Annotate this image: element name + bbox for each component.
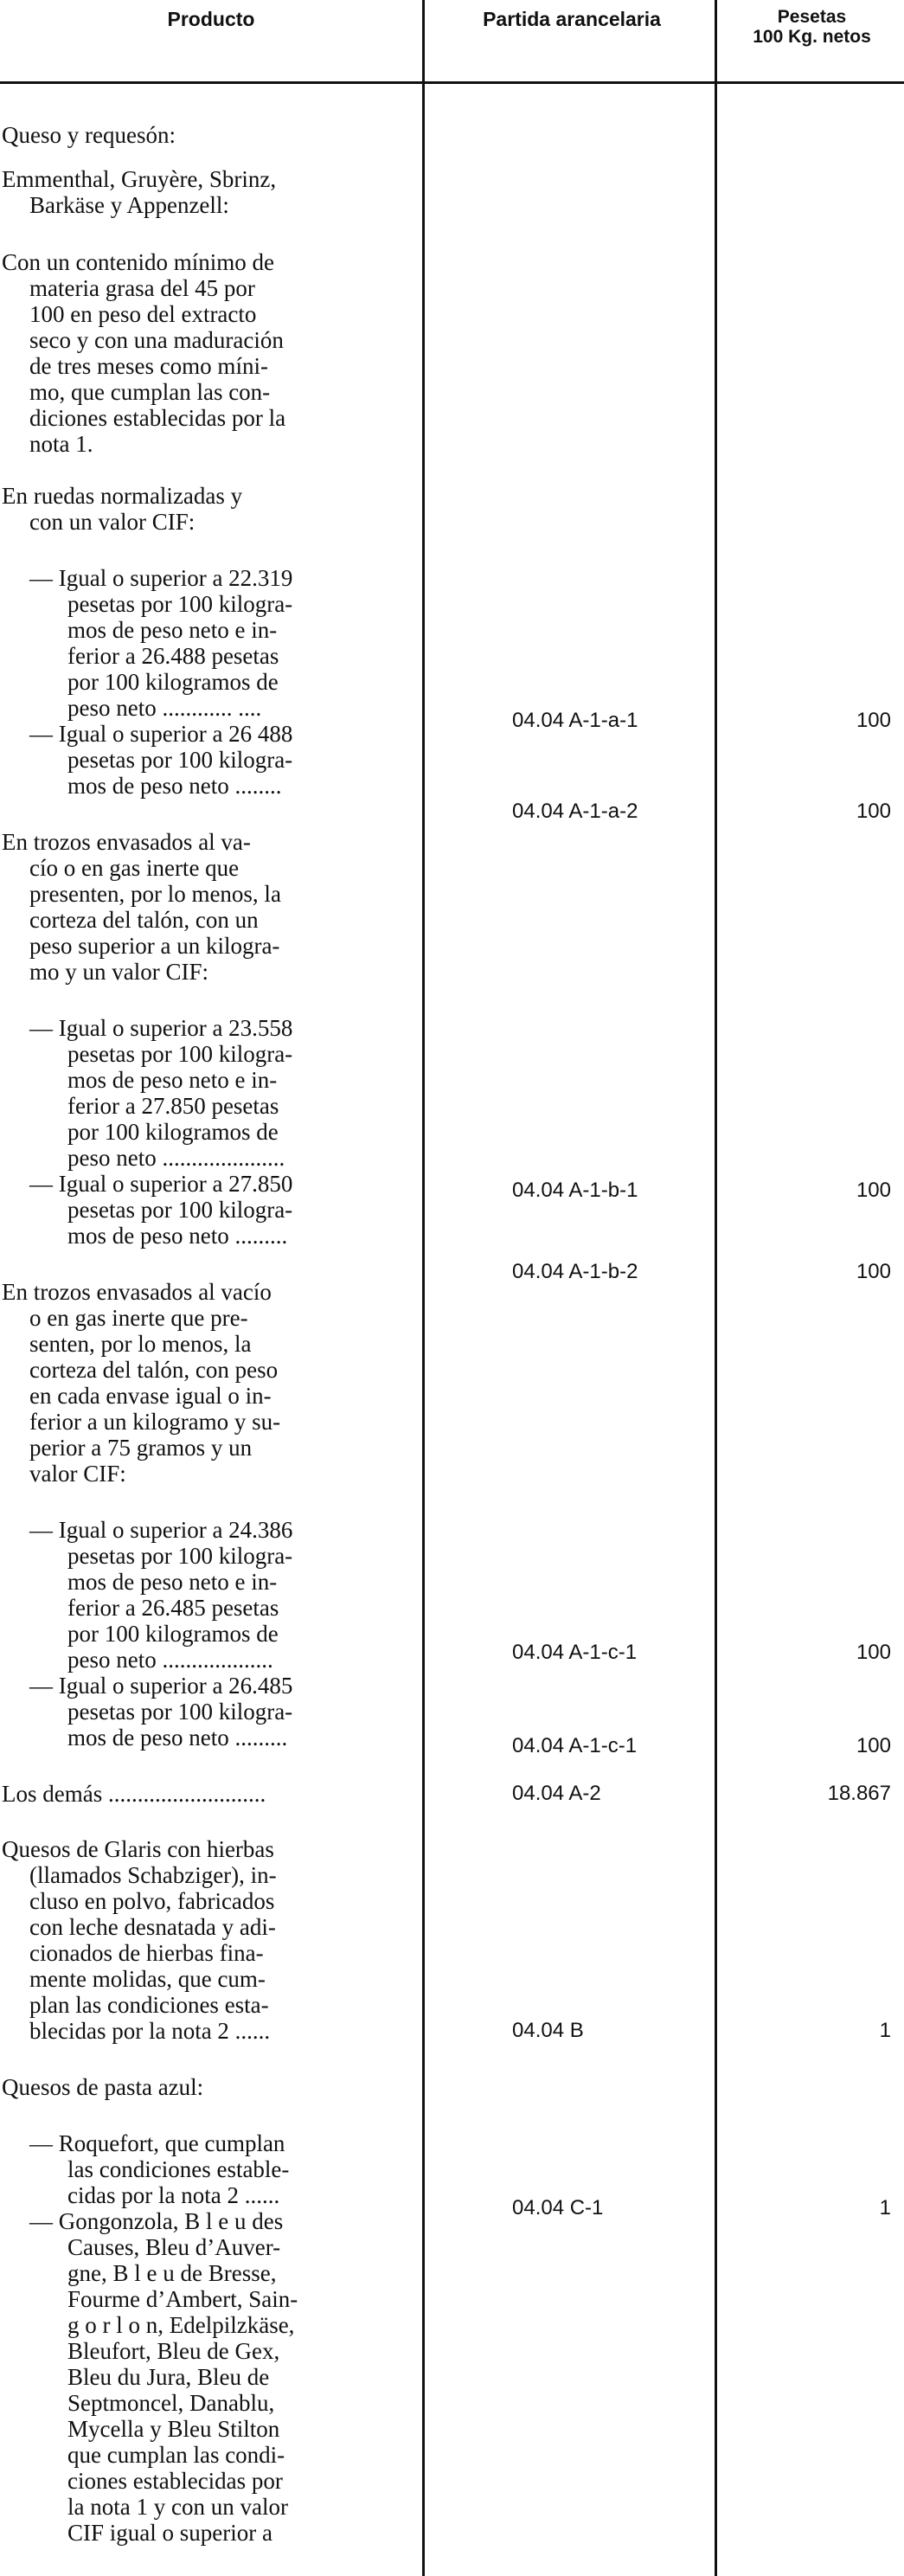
duty-value: 100	[856, 1260, 891, 1283]
product-line: — Igual o superior a 26 488	[29, 721, 293, 747]
product-line: mos de peso neto e in-	[67, 1569, 278, 1595]
tariff-code: 04.04 A-1-a-1	[512, 709, 638, 732]
tariff-code: 04.04 A-1-b-2	[512, 1260, 638, 1283]
product-line: pesetas por 100 kilogra-	[67, 1041, 293, 1067]
product-line: cluso en polvo, fabricados	[29, 1888, 275, 1914]
product-line: cionados de hierbas fina-	[29, 1940, 264, 1966]
header-pesetas-line1: Pesetas	[777, 7, 847, 27]
product-line: Bleu du Jura, Bleu de	[67, 2364, 270, 2390]
product-line: diciones establecidas por la	[29, 405, 286, 431]
product-line: En trozos envasados al va-	[2, 829, 251, 855]
product-line: por 100 kilogramos de	[67, 1621, 279, 1647]
product-line: En ruedas normalizadas y	[2, 483, 243, 509]
product-line: o en gas inerte que pre-	[29, 1305, 248, 1331]
product-line: peso neto .....................	[67, 1145, 285, 1171]
tariff-code: 04.04 A-1-a-2	[512, 800, 638, 823]
product-line: corteza del talón, con un	[29, 907, 259, 933]
product-line: pesetas por 100 kilogra-	[67, 1543, 293, 1569]
tariff-code: 04.04 C-1	[512, 2196, 604, 2219]
product-line: nota 1.	[29, 431, 93, 457]
product-line: mos de peso neto e in-	[67, 1067, 278, 1093]
product-line: CIF igual o superior a	[67, 2520, 272, 2546]
column-divider-2	[715, 0, 717, 2576]
product-line: — Igual o superior a 27.850	[29, 1171, 293, 1197]
product-line: mos de peso neto .........	[67, 1223, 288, 1249]
product-line: por 100 kilogramos de	[67, 1119, 279, 1145]
product-line: (llamados Schabziger), in-	[29, 1862, 277, 1888]
product-line: 100 en peso del extracto	[29, 301, 257, 327]
header-producto: Producto	[167, 8, 255, 30]
product-line: peso neto ...................	[67, 1647, 273, 1673]
product-line: mo, que cumplan las con-	[29, 379, 271, 405]
header-pesetas	[720, 7, 904, 47]
product-line: mo y un valor CIF:	[29, 959, 208, 985]
product-line: por 100 kilogramos de	[67, 669, 279, 695]
product-line: Los demás ...........................	[2, 1781, 266, 1807]
product-line: Emmenthal, Gruyère, Sbrinz,	[2, 166, 277, 192]
product-line: Quesos de Glaris con hierbas	[2, 1836, 274, 1862]
product-line: Mycella y Bleu Stilton	[67, 2416, 280, 2442]
product-line: mos de peso neto e in-	[67, 617, 278, 643]
product-line: plan las condiciones esta-	[29, 1992, 269, 2018]
duty-value: 100	[856, 709, 891, 732]
product-line: mos de peso neto .........	[67, 1725, 288, 1751]
product-line: pesetas por 100 kilogra-	[67, 591, 293, 617]
tariff-code: 04.04 B	[512, 2019, 584, 2042]
header-rule	[0, 81, 904, 84]
product-line: Septmoncel, Danablu,	[67, 2390, 275, 2416]
product-line: blecidas por la nota 2 ......	[29, 2018, 271, 2044]
product-line: Barkäse y Appenzell:	[29, 192, 229, 218]
product-line: peso neto ............ ....	[67, 695, 262, 721]
product-line: En trozos envasados al vacío	[2, 1279, 272, 1305]
product-line: seco y con una maduración	[29, 327, 284, 353]
product-line: senten, por lo menos, la	[29, 1331, 252, 1357]
product-line: Quesos de pasta azul:	[2, 2074, 204, 2100]
product-line: ferior a 27.850 pesetas	[67, 1093, 279, 1119]
product-line: peso superior a un kilogra-	[29, 933, 280, 959]
product-line: — Gongonzola, B l e u des	[29, 2208, 284, 2234]
product-line: pesetas por 100 kilogra-	[67, 1699, 293, 1725]
product-line: ferior a un kilogramo y su-	[29, 1409, 281, 1435]
duty-value: 100	[856, 1179, 891, 1202]
product-line: — Igual o superior a 22.319	[29, 565, 293, 591]
product-line: que cumplan las condi-	[67, 2442, 285, 2468]
product-line: — Igual o superior a 23.558	[29, 1015, 293, 1041]
column-divider-1	[422, 0, 425, 2576]
tariff-code: 04.04 A-1-c-1	[512, 1734, 638, 1757]
product-line: Bleufort, Bleu de Gex,	[67, 2338, 280, 2364]
product-line: — Roquefort, que cumplan	[29, 2130, 285, 2156]
product-line: con un valor CIF:	[29, 509, 196, 535]
product-line: — Igual o superior a 24.386	[29, 1517, 293, 1543]
product-line: la nota 1 y con un valor	[67, 2494, 288, 2520]
tariff-code: 04.04 A-1-c-1	[512, 1641, 638, 1664]
product-line: de tres meses como míni-	[29, 353, 268, 379]
header-partida-arancelaria: Partida arancelaria	[483, 8, 661, 30]
product-line: corteza del talón, con peso	[29, 1357, 279, 1383]
product-line: con leche desnatada y adi-	[29, 1914, 276, 1940]
tariff-code: 04.04 A-2	[512, 1782, 601, 1805]
product-line: las condiciones estable-	[67, 2156, 290, 2182]
product-line: pesetas por 100 kilogra-	[67, 1197, 293, 1223]
duty-value: 100	[856, 1641, 891, 1664]
product-line: pesetas por 100 kilogra-	[67, 747, 293, 773]
duty-value: 1	[879, 2019, 891, 2042]
duty-value: 1	[879, 2196, 891, 2219]
tariff-code: 04.04 A-1-b-1	[512, 1179, 638, 1202]
duty-value: 18.867	[827, 1782, 891, 1805]
product-line: mente molidas, que cum-	[29, 1966, 266, 1992]
product-line: gne, B l e u de Bresse,	[67, 2260, 277, 2286]
product-line: Con un contenido mínimo de	[2, 249, 274, 275]
product-line: cidas por la nota 2 ......	[67, 2182, 280, 2208]
header-pesetas-line2: 100 Kg. netos	[753, 27, 871, 47]
duty-value: 100	[856, 1734, 891, 1757]
product-line: ciones establecidas por	[67, 2468, 283, 2494]
product-line: ferior a 26.485 pesetas	[67, 1595, 279, 1621]
product-line: valor CIF:	[29, 1461, 126, 1487]
product-line: mos de peso neto ........	[67, 773, 282, 799]
product-line: — Igual o superior a 26.485	[29, 1673, 293, 1699]
product-line: presenten, por lo menos, la	[29, 881, 281, 907]
product-line: Causes, Bleu d’Auver-	[67, 2234, 281, 2260]
product-line: en cada envase igual o in-	[29, 1383, 272, 1409]
product-line: materia grasa del 45 por	[29, 275, 255, 301]
product-line: Fourme d’Ambert, Sain-	[67, 2286, 298, 2312]
product-line: g o r l o n, Edelpilzkäse,	[67, 2312, 295, 2338]
product-line: perior a 75 gramos y un	[29, 1435, 253, 1461]
duty-value: 100	[856, 800, 891, 823]
product-line: ferior a 26.488 pesetas	[67, 643, 279, 669]
product-line: Queso y requesón:	[2, 122, 176, 148]
product-line: cío o en gas inerte que	[29, 855, 240, 881]
